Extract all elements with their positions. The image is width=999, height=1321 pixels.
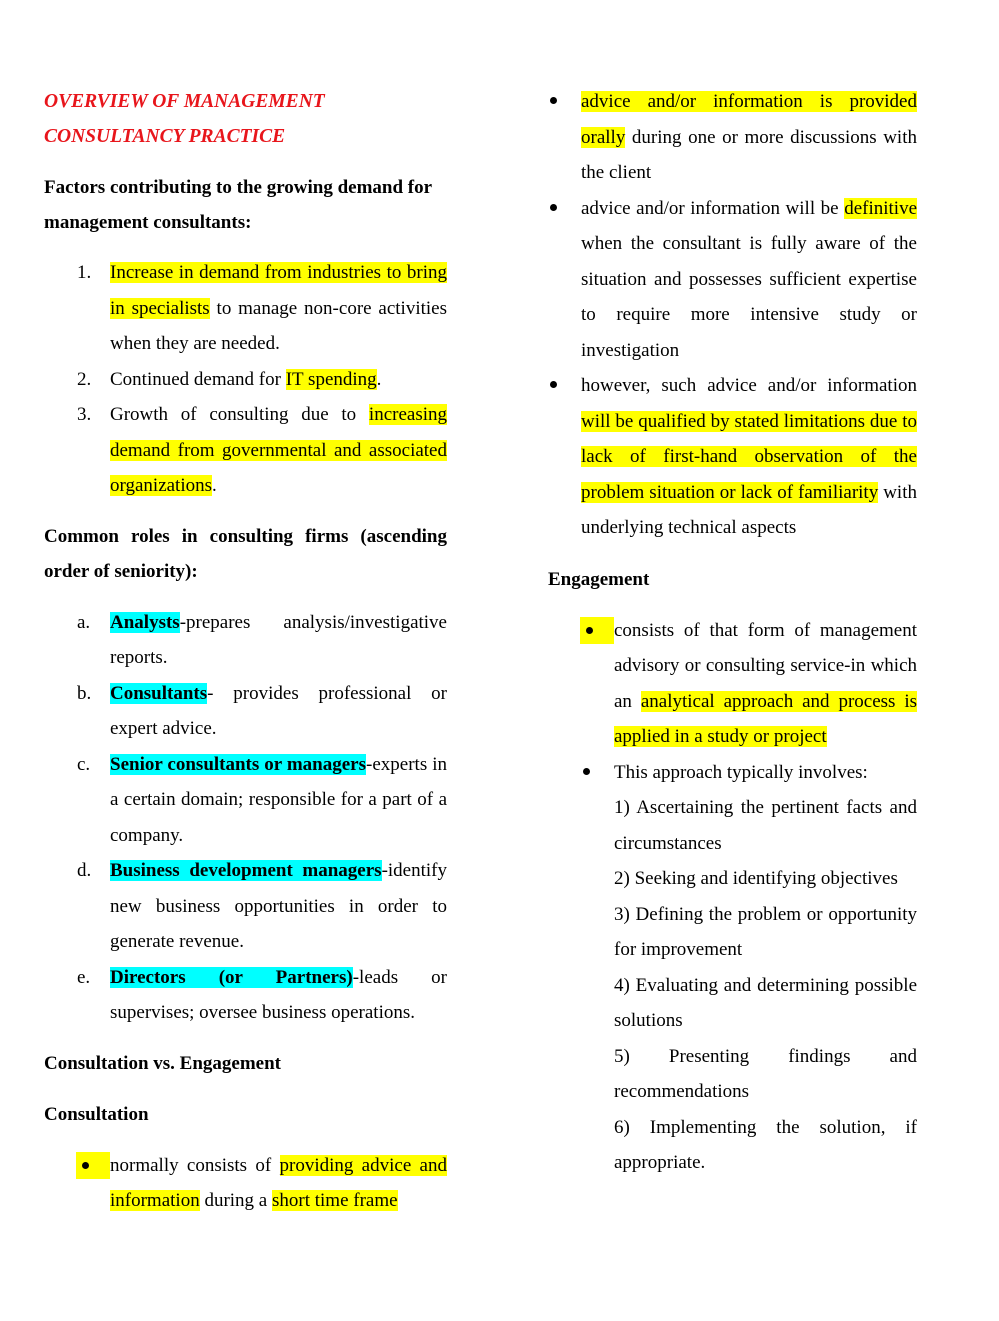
engagement-step: 1) Ascertaining the pertinent facts and circumstances: [614, 797, 917, 854]
consultation-heading: Consultation: [44, 1103, 149, 1125]
consultation-list-cont: [548, 84, 917, 546]
bullet-icon: [550, 97, 557, 104]
bullet-icon: [583, 768, 590, 775]
role-item: a. Analysts-prepares analysis/investigative reports.: [77, 611, 447, 668]
engagement-list: [548, 613, 917, 1181]
role-name: Directors (or Partners): [110, 966, 353, 988]
role-name: Business development managers: [110, 860, 382, 881]
factor-item: 2. Continued demand for IT spending.: [77, 368, 382, 390]
factors-list: [44, 255, 447, 504]
bullet-icon: [550, 204, 557, 211]
factors-heading: Factors contributing to the growing demand for management consultants:: [44, 177, 432, 233]
engagement-bullet: consists of that form of management advisory or consulting service-in which an analytical approach and process is applied in a study or project: [548, 613, 917, 755]
bullet-icon: [586, 627, 593, 634]
engagement-step: 5) Presenting findings and recommendations: [614, 1045, 917, 1102]
engagement-step: 4) Evaluating and determining possible solutions: [614, 974, 917, 1031]
consultation-bullet: advice and/or information is provided orally during one or more discussions with the client: [548, 84, 917, 191]
role-item: b. Consultants- provides professional or expert advice.: [77, 682, 447, 739]
roles-heading: Common roles in consulting firms (ascending order of seniority):: [44, 525, 447, 582]
title-line-2: CONSULTANCY PRACTICE: [44, 126, 286, 147]
role-item: c. Senior consultants or managers-experts in a certain domain; responsible for a part of a company.: [77, 753, 447, 846]
consultation-list: [44, 1148, 447, 1219]
engagement-step: 2) Seeking and identifying objectives: [614, 868, 898, 889]
consult-vs-heading: Consultation vs. Engagement: [44, 1052, 281, 1074]
factor-item: 1. Increase in demand from industries to bring in specialists to manage non-core activities when they are needed.: [77, 262, 447, 354]
engagement-step: 3) Defining the problem or opportunity for improvement: [614, 903, 917, 960]
consultation-bullet: however, such advice and/or information will be qualified by stated limitations due to lack of first-hand observation of the problem situation or lack of familiarity with underlying technical aspects: [548, 368, 917, 546]
bullet-icon: [550, 381, 557, 388]
role-name: Senior consultants or managers: [110, 753, 367, 775]
left-column: [44, 84, 447, 1219]
engagement-step: 6) Implementing the solution, if appropriate.: [614, 1116, 917, 1173]
consultation-bullet: advice and/or information will be definitive when the consultant is fully aware of the situation and possesses sufficient expertise to require more intensive study or investigation: [548, 191, 917, 369]
engagement-heading: Engagement: [548, 568, 650, 590]
title-line-1: OVERVIEW OF MANAGEMENT: [44, 91, 325, 112]
role-name: Consultants: [110, 682, 208, 704]
consultation-bullet: normally consists of providing advice and information during a short time frame: [44, 1148, 447, 1219]
engagement-bullet: This approach typically involves:: [548, 755, 917, 791]
role-name: Analysts: [110, 611, 180, 633]
role-item: e. Directors (or Partners)-leads or supervises; oversee business operations.: [77, 966, 447, 1023]
doc-title: [44, 84, 447, 154]
right-column: [548, 84, 917, 1181]
bullet-icon: [82, 1162, 89, 1169]
factor-item: 3. Growth of consulting due to increasing demand from governmental and associated organizations.: [77, 404, 447, 496]
role-item: d. Business development managers-identify new business opportunities in order to generate revenue.: [77, 860, 447, 952]
roles-list: [44, 605, 447, 1031]
